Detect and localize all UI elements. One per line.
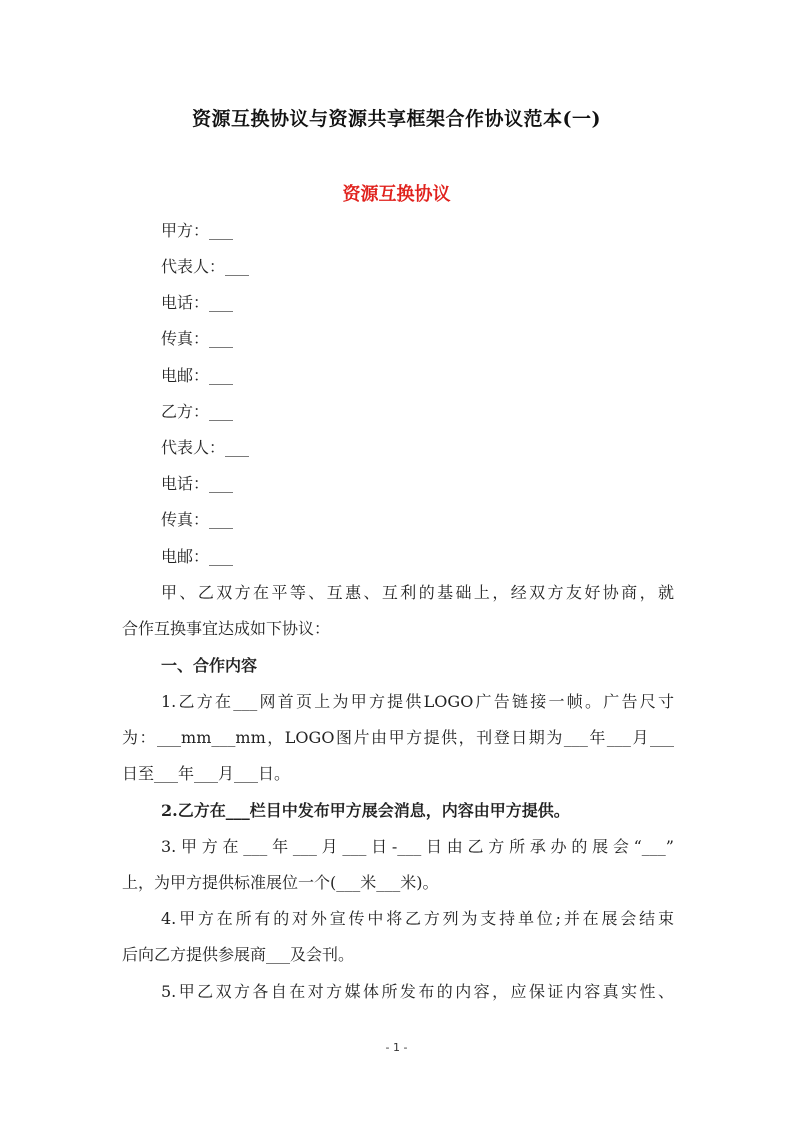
party-a-email-field: 电邮：___ [161,366,234,385]
clause-4-line: 后向乙方提供参展商___及会刊。 [122,945,355,964]
clause-5-line: 5.甲乙双方各自在对方媒体所发布的内容，应保证内容真实性、 [161,982,674,1001]
section-heading: 一、合作内容 [161,656,258,675]
party-b-fax-field: 传真：___ [161,510,234,529]
party-a-fax-field: 传真：___ [161,329,234,348]
party-a-field: 甲方：___ [161,221,234,240]
party-a-representative-field: 代表人：___ [161,257,250,276]
clause-3-line: 上，为甲方提供标准展位一个(___米___米)。 [122,873,439,892]
clause-2: 2.乙方在___栏目中发布甲方展会消息，内容由甲方提供。 [161,801,570,820]
clause-3-line: 3.甲方在___年___月___日-___日由乙方所承办的展会“___” [161,837,674,856]
clause-1-line: 1.乙方在___网首页上为甲方提供LOGO广告链接一帧。广告尺寸 [161,692,674,711]
party-b-field: 乙方：___ [161,402,234,421]
clause-1-line: 为：___mm___mm，LOGO图片由甲方提供，刊登日期为___年___月___ [122,728,674,747]
party-b-email-field: 电邮：___ [161,547,234,566]
intro-paragraph-line: 合作互换事宜达成如下协议： [122,619,331,638]
page-number: - 1 - [385,1041,408,1054]
clause-4-line: 4.甲方在所有的对外宣传中将乙方列为支持单位;并在展会结束 [161,909,674,928]
party-b-phone-field: 电话：___ [161,474,234,493]
party-a-phone-field: 电话：___ [161,293,234,312]
agreement-subtitle: 资源互换协议 [342,184,451,205]
clause-1-line: 日至___年___月___日。 [122,764,291,783]
document-title: 资源互换协议与资源共享框架合作协议范本(一) [192,108,601,130]
intro-paragraph-line: 甲、乙双方在平等、互惠、互利的基础上，经双方友好协商，就 [161,583,674,602]
party-b-representative-field: 代表人：___ [161,438,250,457]
